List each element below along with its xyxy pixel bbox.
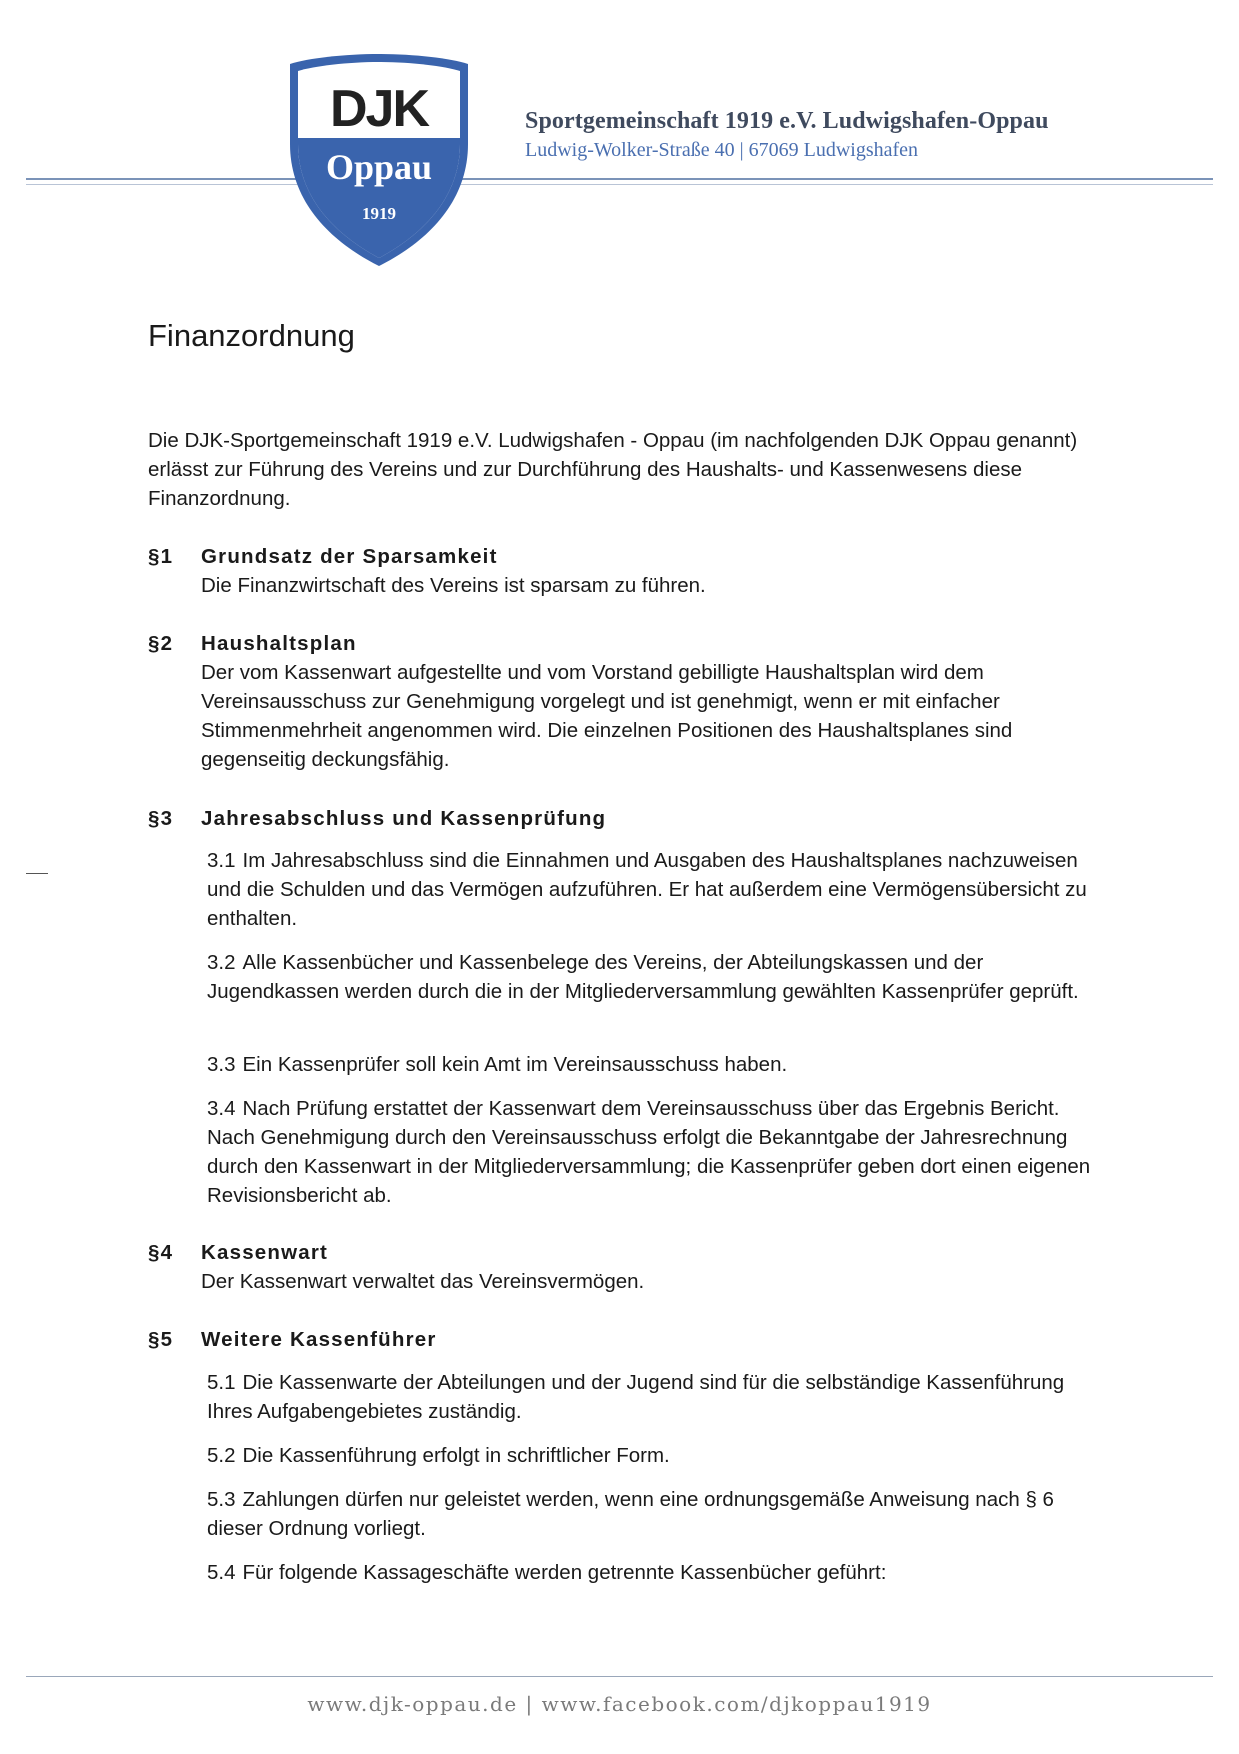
subsection-5-1: 5.1 Die Kassenwarte der Abteilungen und der Jugend sind für die selbständige Kassenführung Ihres Aufgabengebietes zuständig. — [207, 1371, 1065, 1423]
section-title: Kassenwart — [201, 1241, 329, 1264]
section-number: §5 — [148, 1328, 174, 1351]
subsection-5-4: 5.4 Für folgende Kassageschäfte werden getrennte Kassenbücher geführt: — [207, 1561, 887, 1584]
org-info — [525, 108, 1049, 162]
section-text: Der vom Kassenwart aufgestellte und vom Vorstand gebilligte Haushaltsplan wird dem Vereinsausschuss zur Genehmigung vorgelegt und ist genehmigt, wenn er mit einfacher Stimmenmehrheit angenommen wird. Die einzelnen Positionen des Haushaltsplanes sind gegenseitig deckungsfähig. — [201, 661, 1013, 771]
section-text: Der Kassenwart verwaltet das Vereinsvermögen. — [201, 1270, 645, 1293]
subsection-3-1: 3.1 Im Jahresabschluss sind die Einnahmen und Ausgaben des Haushaltsplanes nachzuweisen und die Schulden und das Vermögen aufzuführen. Er hat außerdem eine Vermögensübersicht zu enthalten. — [207, 849, 1087, 930]
header-divider-thin — [26, 184, 1213, 185]
section-5 — [148, 1325, 1098, 1354]
intro-paragraph: Die DJK-Sportgemeinschaft 1919 e.V. Ludwigshafen - Oppau (im nachfolgenden DJK Oppau genannt) erlässt zur Führung des Vereins und zur Durchführung des Haushalts- und Kassenwesens diese Finanzordnung. — [148, 429, 1078, 510]
club-logo — [286, 52, 472, 268]
org-name: Sportgemeinschaft 1919 e.V. Ludwigshafen-Oppau — [525, 108, 1049, 134]
section-1 — [148, 542, 1098, 600]
footer-links: www.djk-oppau.de | www.facebook.com/djkoppau1919 — [307, 1692, 932, 1716]
section-text: Die Finanzwirtschaft des Vereins ist sparsam zu führen. — [201, 574, 706, 597]
section-4 — [148, 1238, 1098, 1296]
section-3 — [148, 804, 1098, 833]
subsection-3-3: 3.3 Ein Kassenprüfer soll kein Amt im Vereinsausschuss haben. — [207, 1053, 788, 1076]
section-2 — [148, 629, 1098, 774]
subsection-3-4: 3.4 Nach Prüfung erstattet der Kassenwart dem Vereinsausschuss über das Ergebnis Bericht. Nach Genehmigung durch den Vereinsausschuss erfolgt die Bekanntgabe der Jahresrechnung durch den Kassenwart in der Mitgliederversammlung; die Kassenprüfer geben dort einen eigenen Revisionsbericht ab. — [207, 1097, 1091, 1207]
section-number: §1 — [148, 545, 174, 568]
section-title: Jahresabschluss und Kassenprüfung — [201, 807, 607, 830]
logo-year: 1919 — [362, 204, 396, 223]
section-title: Haushaltsplan — [201, 632, 357, 655]
footer-divider — [26, 1676, 1213, 1677]
logo-top-text: DJK — [329, 80, 429, 138]
subsection-5-3: 5.3 Zahlungen dürfen nur geleistet werden, wenn eine ordnungsgemäße Anweisung nach § 6 dieser Ordnung vorliegt. — [207, 1488, 1054, 1540]
margin-mark — [26, 873, 48, 874]
subsection-3-2: 3.2 Alle Kassenbücher und Kassenbelege des Vereins, der Abteilungskassen und der Jugendkassen werden durch die in der Mitgliederversammlung gewählten Kassenprüfer geprüft. — [207, 951, 1079, 1003]
org-address: Ludwig-Wolker-Straße 40 | 67069 Ludwigshafen — [525, 139, 919, 161]
section-number: §2 — [148, 632, 174, 655]
header-divider — [26, 178, 1213, 180]
section-number: §4 — [148, 1241, 174, 1264]
subsection-5-2: 5.2 Die Kassenführung erfolgt in schriftlicher Form. — [207, 1444, 670, 1467]
logo-name: Oppau — [325, 147, 433, 187]
document-title: Finanzordnung — [148, 318, 355, 353]
section-title: Weitere Kassenführer — [201, 1328, 437, 1351]
section-number: §3 — [148, 807, 174, 830]
section-title: Grundsatz der Sparsamkeit — [201, 545, 498, 568]
